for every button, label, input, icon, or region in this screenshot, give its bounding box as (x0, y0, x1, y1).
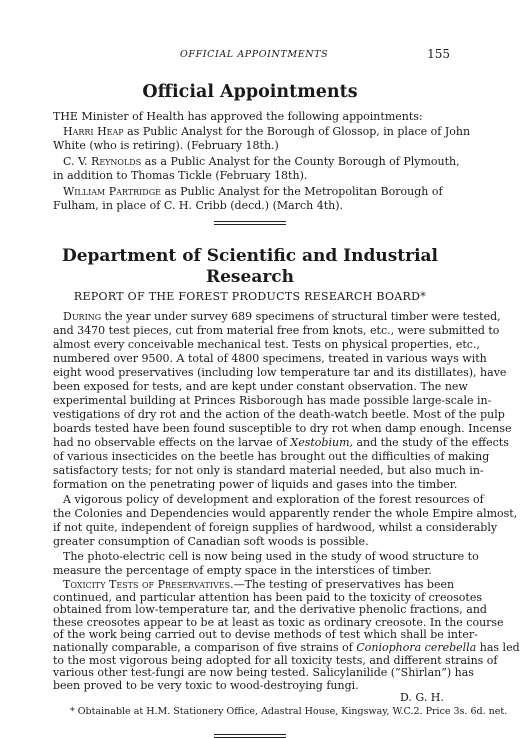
p2-line-1: A vigorous policy of development and exploration of the forest resources of (63, 493, 484, 506)
p4-text: nationally comparable, a comparison of five strains of (53, 641, 357, 654)
section-title-official-appointments: Official Appointments (142, 82, 358, 102)
running-head (0, 49, 500, 65)
p1-line-3: almost every conceivable mechanical test. Tests on physical properties, etc., (53, 338, 480, 351)
p1-text: the year under survey 689 specimens of structural timber were tested, (101, 310, 501, 323)
p4-text: has led (476, 641, 520, 654)
species-name: Xestobium, (290, 436, 353, 449)
appointment-1-line-1 (63, 125, 470, 138)
p1-line-8: vestigations of dry rot and the action of the death-watch beetle. Most of the pulp (53, 408, 505, 421)
report-subtitle: REPORT OF THE FOREST PRODUCTS RESEARCH BOARD* (73, 290, 427, 303)
species-name: Coniophora cerebella (356, 641, 477, 654)
p4-line-2: continued, and particular attention has been paid to the toxicity of creosotes (53, 590, 482, 604)
p3-line-2: measure the percentage of empty space in the interstices of timber. (53, 564, 432, 577)
p1-line-12: satisfactory tests; for not only is standard material needed, but also much in- (53, 464, 484, 477)
p4-line-6 (53, 641, 520, 654)
p2-line-3: if not quite, independent of foreign supplies of hardwood, whilst a considerably (53, 521, 498, 534)
p1-line-4: numbered over 9500. A total of 4800 specimens, treated in various ways with (53, 352, 487, 365)
p1-line-10 (53, 436, 509, 449)
p4-line-9: been proved to be very toxic to wood-destroying fungi. (53, 678, 359, 692)
appointment-3-line-2: Fulham, in place of C. H. Cribb (decd.) (March 4th). (53, 199, 343, 212)
p4-line-5: of the work being carried out to devise methods of test which shall be inter- (53, 628, 478, 642)
appointment-2-line-1 (63, 155, 460, 168)
p1-text: and the study of the effects (353, 436, 509, 449)
p2-line-2: the Colonies and Dependencies would apparently render the whole Empire almost, (53, 507, 518, 520)
p1-line-9: boards tested have been found susceptible to dry rot when damp enough. Incense (53, 422, 512, 435)
appointments-intro: THE Minister of Health has approved the following appointments: (53, 110, 423, 123)
p3-line-1: The photo-electric cell is now being used in the study of wood structure to (63, 550, 479, 563)
section-title-dsir-line-1: Department of Scientific and Industrial (61, 246, 439, 266)
p1-line-1 (63, 310, 501, 323)
p2-line-4: greater consumption of Canadian soft woods is possible. (53, 535, 369, 548)
section-divider-top (214, 221, 286, 222)
appointment-text: as Public Analyst for the Metropolitan Borough of (160, 185, 443, 198)
section-divider-bottom (214, 224, 286, 225)
p4-text: —The testing of preservatives has been (233, 578, 455, 591)
p1-text: had no observable effects on the larvae of (53, 436, 291, 449)
p1-line-13: formation on the penetrating power of liquids and gases into the timber. (53, 478, 458, 491)
p1-line-6: been exposed for tests, and are kept under constant observation. The new (53, 380, 468, 393)
p4-line-8: various other test-fungi are now being tested. Salicylanilide (“Shirlan”) has (53, 666, 474, 680)
section-title-dsir-line-2: Research (205, 267, 294, 287)
p1-lead: During (63, 310, 102, 323)
appointment-text: as a Public Analyst for the County Borough of Plymouth, (141, 155, 460, 168)
running-title: OFFICIAL APPOINTMENTS (180, 49, 329, 60)
appointment-1-line-2: White (who is retiring). (February 18th.) (53, 139, 279, 152)
p1-line-7: experimental building at Princes Risborough has made possible large-scale in- (53, 394, 492, 407)
appointment-2-line-2: in addition to Thomas Tickle (February 18th). (53, 169, 308, 182)
p4-lead: Toxicity Tests of Preservatives. (63, 578, 234, 591)
p1-line-2: and 3470 test pieces, cut from material free from knots, etc., were submitted to (53, 324, 500, 337)
appointee-name: William Partridge (63, 185, 161, 198)
p4-line-1 (63, 578, 454, 591)
p4-line-3: obtained from low-temperature tar, and the derivative phenolic fractions, and (53, 603, 487, 617)
appointment-text: as Public Analyst for the Borough of Glossop, in place of John (123, 125, 471, 138)
appointment-3-line-1 (63, 185, 443, 198)
bottom-divider-top (214, 734, 286, 735)
p1-line-5: eight wood preservatives (including low temperature tar and its distillates), have (53, 366, 507, 379)
appointee-name: Harri Heap (63, 125, 124, 138)
p4-line-7: to the most vigorous being adopted for all toxicity tests, and different strains of (53, 653, 498, 667)
p1-line-11: of various insecticides on the beetle has brought out the difficulties of making (53, 450, 490, 463)
footnote: * Obtainable at H.M. Stationery Office, Adastral House, Kingsway, W.C.2. Price 3s. 6d. net. (70, 706, 508, 717)
page-number: 155 (427, 47, 450, 61)
author-signature: D. G. H. (400, 691, 444, 705)
p4-line-4: these creosotes appear to be at least as toxic as ordinary creosote. In the course (53, 615, 504, 629)
appointee-name: C. V. Reynolds (63, 155, 142, 168)
